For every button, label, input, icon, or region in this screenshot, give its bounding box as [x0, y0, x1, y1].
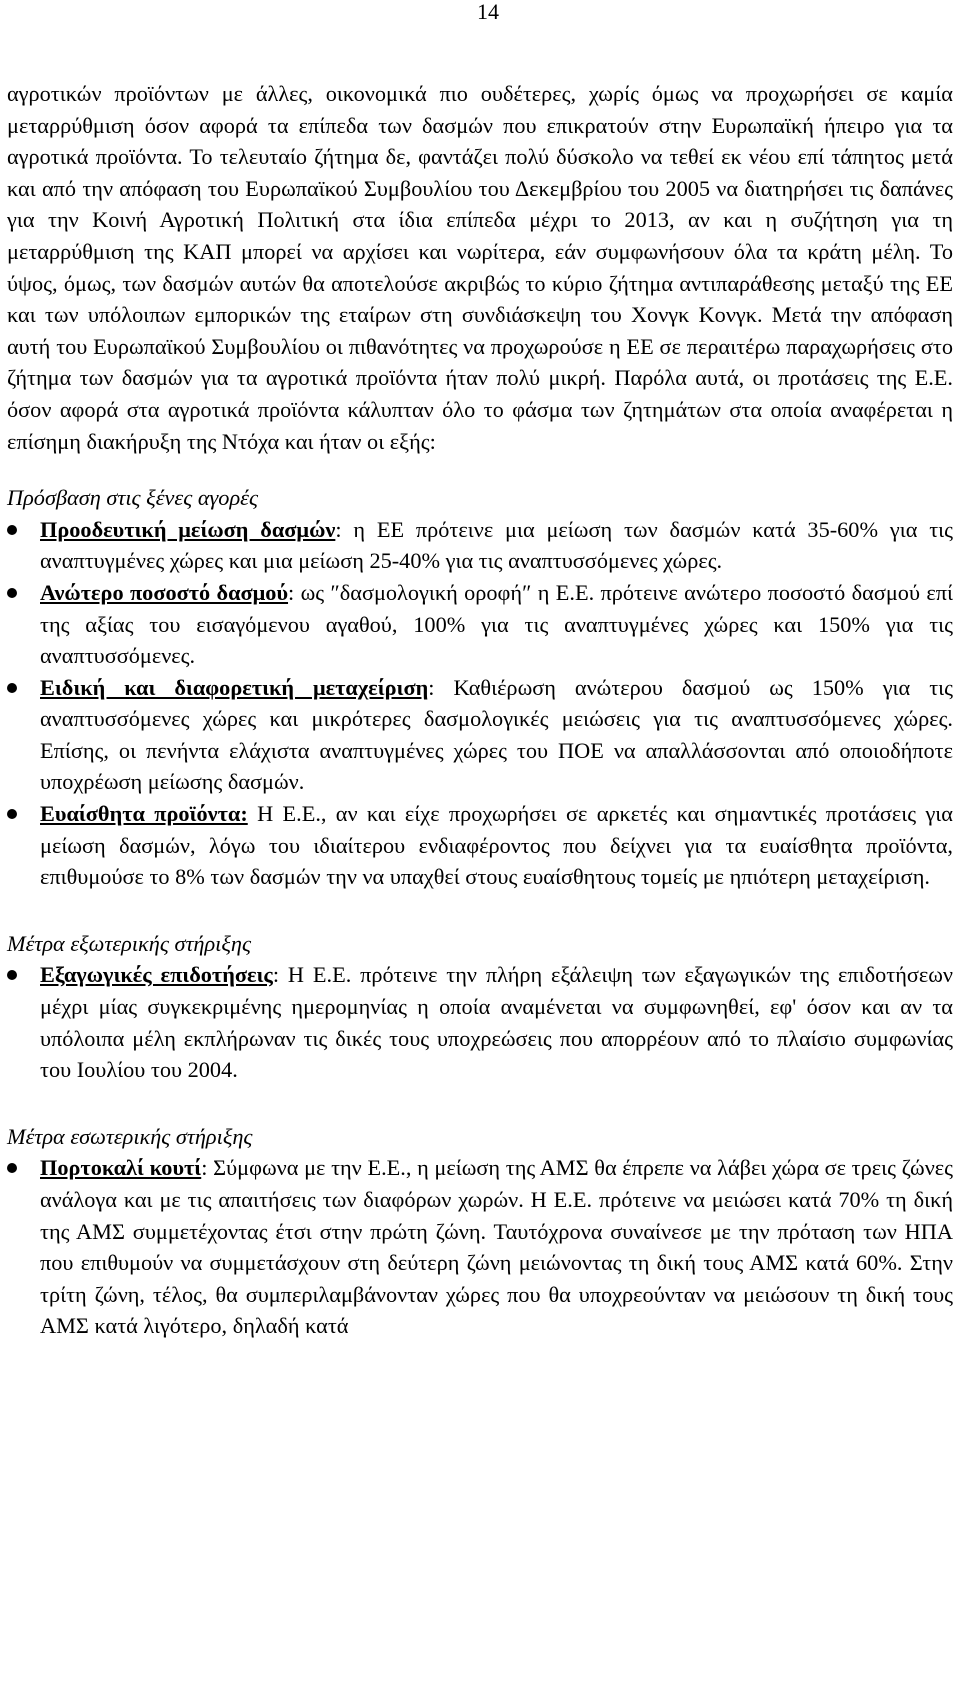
list-item: [7, 1152, 953, 1342]
list-item-text: Σύμφωνα με την Ε.Ε., η μείωση της ΑΜΣ θα έπρεπε να λάβει χώρα σε τρεις ζώνες ανάλογα και με τις απαιτήσεις των διαφόρων χωρών. Η Ε.Ε. πρότεινε να μειώσει κατά 70% τη δική της ΑΜΣ συμμετέχοντας έτσι στην πρώτη ζώνη. Ταυτόχρονα συναίνεσε με την πρόταση των ΗΠΑ που επιθυμούν να συμμετάσχουν στη δεύτερη ζώνη μειώνοντας τη δική τους ΑΜΣ κατά 60%. Στην τρίτη ζώνη, τέλος, θα συμπεριλαμβάνονταν χώρες που θα υποχρεούνταν να μειώσουν τη δική τους ΑΜΣ κατά λιγότερο, δηλαδή κατά: [40, 1155, 953, 1339]
list-item-separator: :: [428, 674, 454, 700]
list-item-text: η ΕΕ πρότεινε μια μείωση των δασμών κατά 35-60% για τις αναπτυγμένες χώρες και μια μείωση 25-40% για τις αναπτυσσόμενες χώρες.: [40, 516, 953, 574]
section-heading-domestic-support: Μέτρα εσωτερικής στήριξης: [7, 1123, 253, 1149]
list-item: [7, 514, 953, 577]
bullet-list-market-access: [7, 514, 953, 893]
list-item-separator: :: [335, 516, 354, 542]
list-item: [7, 672, 953, 798]
bullet-list-external-support: [7, 959, 953, 1085]
bullet-icon: [7, 525, 17, 535]
page-number: 14: [477, 0, 499, 24]
list-item-text: Η Ε.Ε., αν και είχε προχωρήσει σε αρκετές και σημαντικές προτάσεις για μείωση δασμών, λόγω του ιδιαίτερου ενδιαφέροντος που δείχνει για τα ευαίσθητα προϊόντα, επιθυμούσε το 8% των δασμών την να υπαχθεί στους ευαίσθητους τομείς με ηπιότερη μεταχείριση.: [40, 801, 953, 890]
list-item-text: ως ″δασμολογική οροφή″ η Ε.Ε. πρότεινε ανώτερο ποσοστό δασμού επί της αξίας του εισαγόμενου αγαθού, 100% για τις αναπτυγμένες χώρες και 150% για τις αναπτυσσόμενες.: [40, 579, 953, 669]
list-item-term: Εξαγωγικές επιδοτήσεις: [40, 962, 273, 988]
list-item-text: Η Ε.Ε. πρότεινε την πλήρη εξάλειψη των εξαγωγικών της επιδοτήσεων μέχρι μίας συγκεκριμένης ημερομηνίας η οποία αναμένεται να συμφωνηθεί, εφ' όσον και αν τα υπόλοιπα μέλη εκπλήρωναν τις δικές τους υποχρεώσεις που απορρέουν από το πλαίσιο συμφωνίας του Ιουλίου του 2004.: [40, 962, 953, 1083]
bullet-icon: [7, 1163, 17, 1173]
section-heading-external-support: Μέτρα εξωτερικής στήριξης: [7, 930, 252, 956]
bullet-icon: [7, 809, 17, 819]
bullet-icon: [7, 970, 17, 980]
bullet-list-domestic-support: [7, 1152, 953, 1342]
document-body: [7, 78, 953, 1342]
bullet-icon: [7, 588, 17, 598]
list-item: [7, 798, 953, 893]
list-item-term: Ευαίσθητα προϊόντα:: [40, 801, 248, 827]
list-item-term: Πορτοκαλί κουτί: [40, 1155, 202, 1181]
list-item-separator: :: [272, 962, 288, 988]
list-item-term: Προοδευτική μείωση δασμών: [40, 516, 336, 542]
list-item-separator: [248, 801, 257, 826]
list-item-separator: :: [201, 1155, 214, 1181]
list-item-separator: :: [288, 579, 301, 605]
intro-paragraph: αγροτικών προϊόντων με άλλες, οικονομικά πιο ουδέτερες, χωρίς όμως να προχωρήσει σε καμία μεταρρύθμιση όσον αφορά τα επίπεδα των δασμών που επικρατούν στην Ευρωπαϊκή ήπειρο για τα αγροτικά προϊόντα. Το τελευταίο ζήτημα δε, φαντάζει πολύ δύσκολο να τεθεί εκ νέου επί τάπητος μετά και από την απόφαση του Ευρωπαϊκού Συμβουλίου του Δεκεμβρίου του 2005 να διατηρήσει τις δαπάνες για την Κοινή Αγροτική Πολιτική στα ίδια επίπεδα μέχρι το 2013, αν και η συζήτηση για τη μεταρρύθμιση της ΚΑΠ μπορεί να αρχίσει και νωρίτερα, εάν συμφωνήσουν όλα τα κράτη μέλη. Το ύψος, όμως, των δασμών αυτών θα αποτελούσε ακριβώς το κύριο ζήτημα αντιπαράθεσης μεταξύ της ΕΕ και των υπόλοιπων εμπορικών της εταίρων στη συνδιάσκεψη του Χονγκ Κονγκ. Μετά την απόφαση αυτή του Ευρωπαϊκού Συμβουλίου οι πιθανότητες να προχωρούσε η ΕΕ σε περαιτέρω παραχωρήσεις στο ζήτημα των δασμών για τα αγροτικά προϊόντα ήταν πολύ μικρή. Παρόλα αυτά, οι προτάσεις της Ε.Ε. όσον αφορά στα αγροτικά προϊόντα κάλυπταν όλο το φάσμα των ζητημάτων στα οποία αναφέρεται η επίσημη διακήρυξη της Ντόχα και ήταν οι εξής:: [7, 81, 953, 454]
list-item-text: Καθιέρωση ανώτερου δασμού ως 150% για τις αναπτυσσόμενες χώρες και μικρότερες δασμολογικές μειώσεις για τις αναπτυσσόμενες χώρες. Επίσης, οι πενήντα ελάχιστα αναπτυγμένες χώρες του ΠΟΕ να απαλλάσσονται από οποιοδήποτε υποχρέωση μείωσης δασμών.: [40, 674, 953, 795]
section-heading-market-access: Πρόσβαση στις ξένες αγορές: [7, 485, 258, 511]
bullet-icon: [7, 683, 17, 693]
list-item: [7, 577, 953, 672]
list-item: [7, 959, 953, 1085]
list-item-term: Ειδική και διαφορετική μεταχείριση: [40, 674, 429, 700]
list-item-term: Ανώτερο ποσοστό δασμού: [40, 579, 289, 605]
